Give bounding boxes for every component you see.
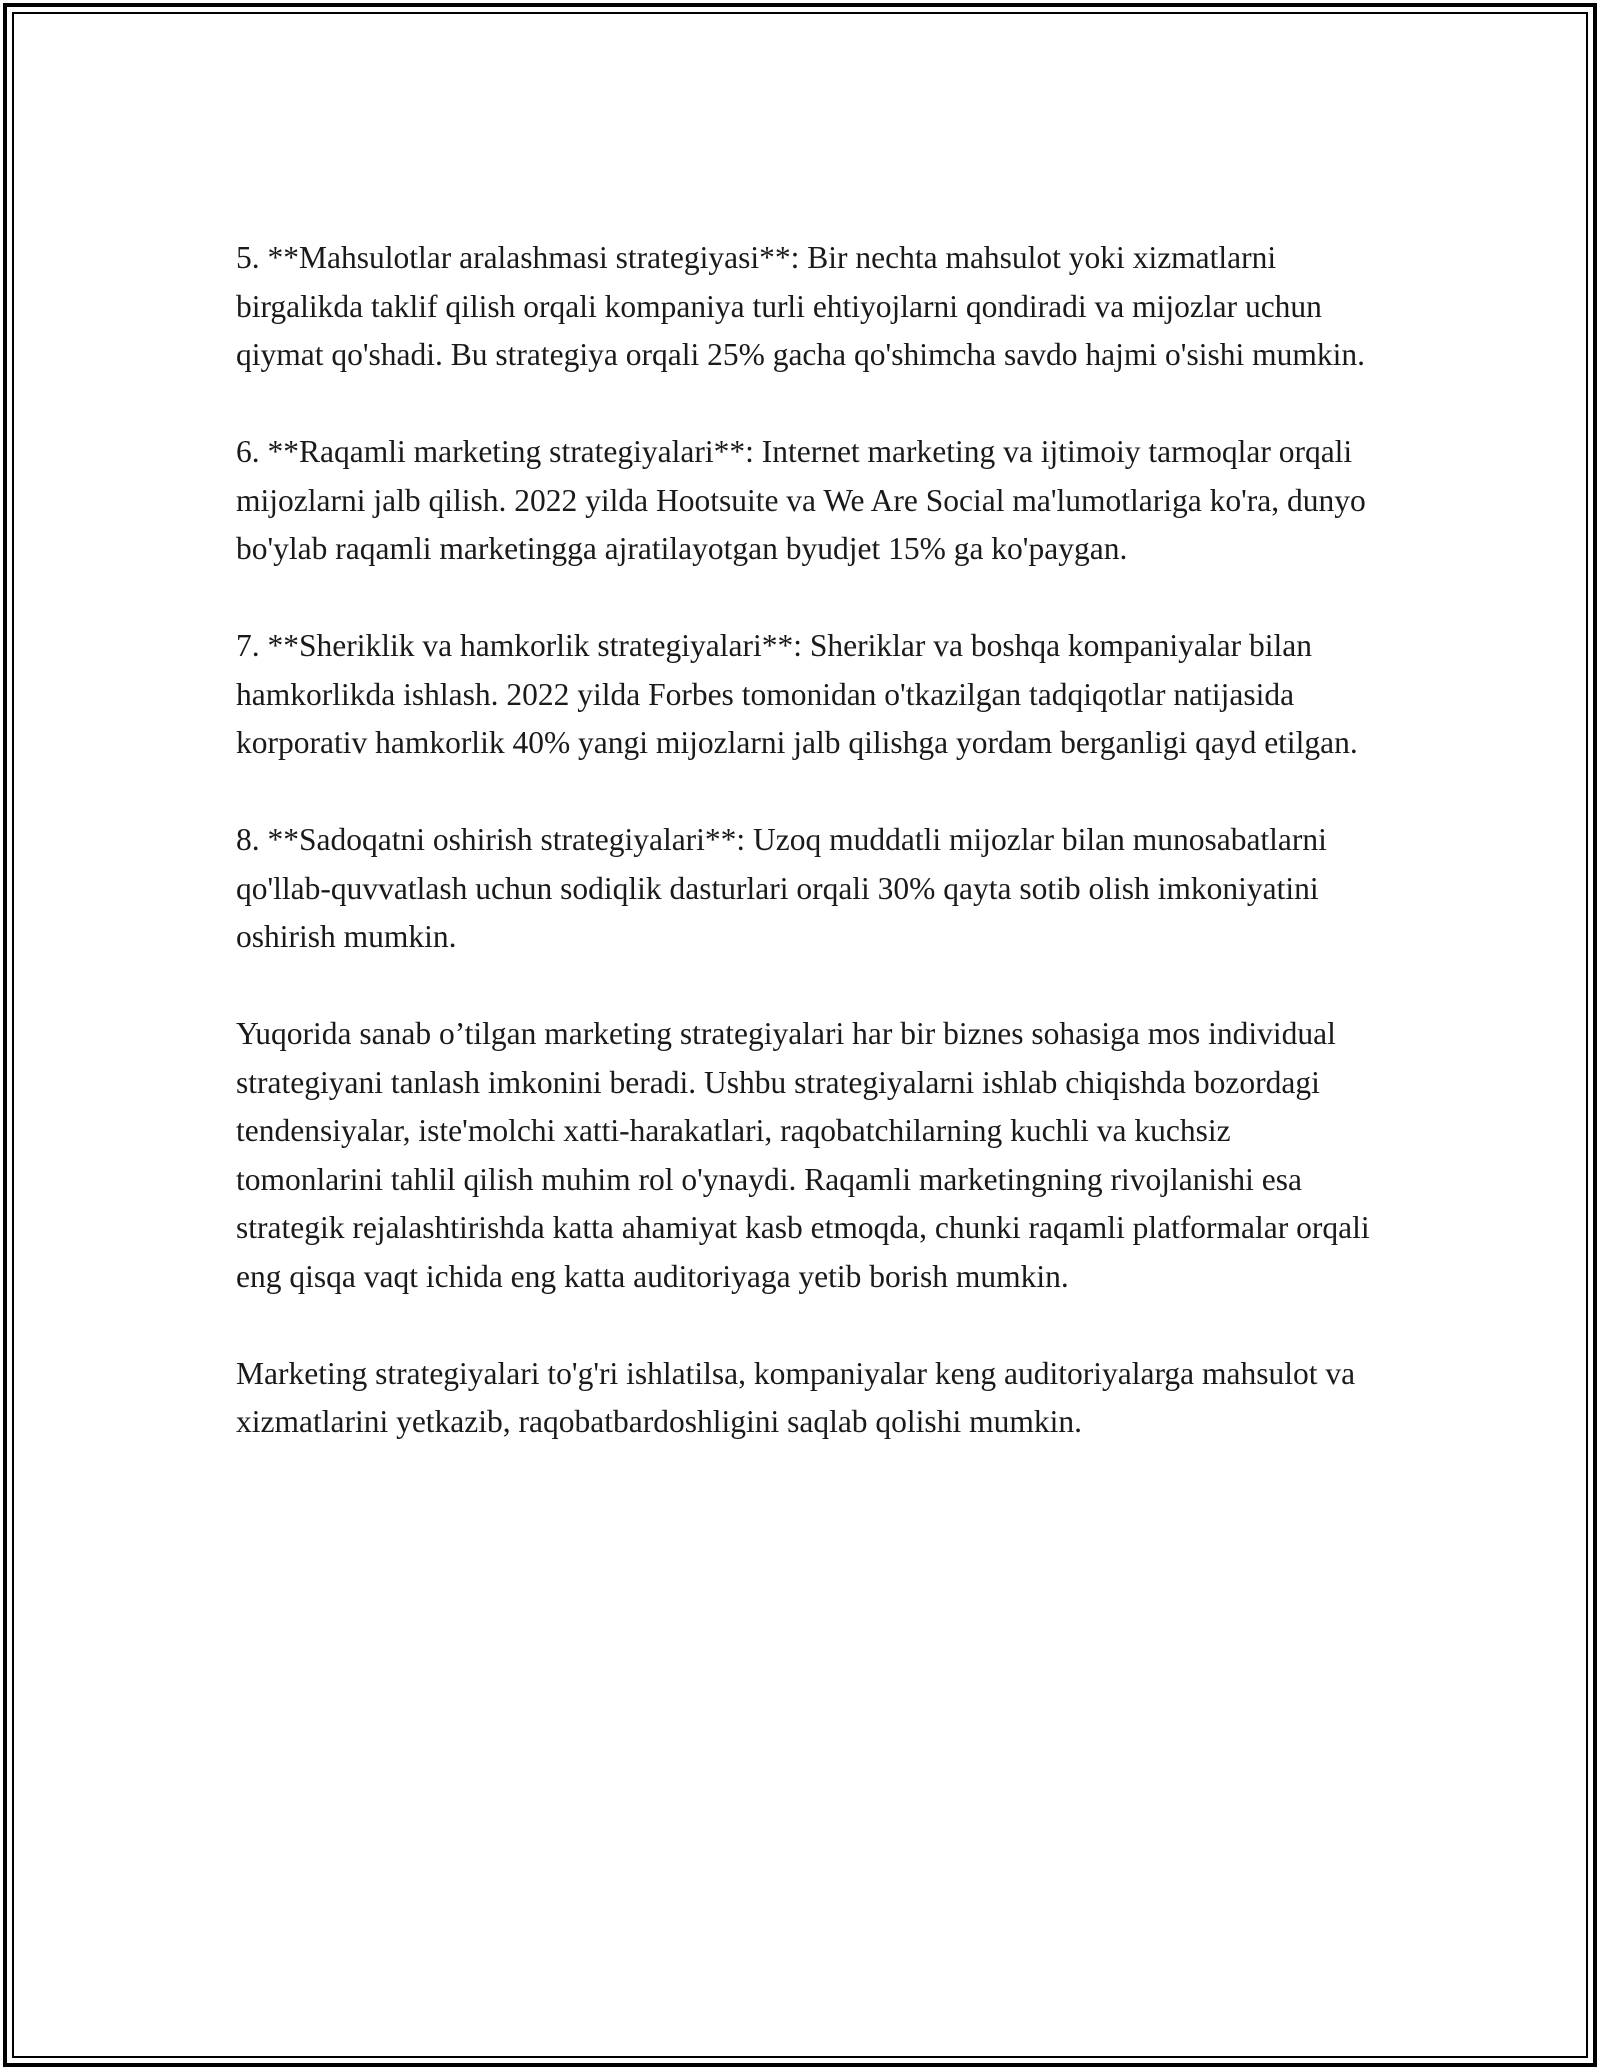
paragraph-strategy-5: 5. **Mahsulotlar aralashmasi strategiyasi**: Bir nechta mahsulot yoki xizmatlarni birgalikda taklif qilish orqali kompaniya turli ehtiyojlarni qondiradi va mijozlar uchun qiymat qo'shadi. Bu strategiya orqali 25% gacha qo'shimcha savdo hajmi o'sishi mumkin. — [236, 240, 1365, 372]
paragraph-strategy-6: 6. **Raqamli marketing strategiyalari**: Internet marketing va ijtimoiy tarmoqlar orqali mijozlarni jalb qilish. 2022 yilda Hootsuite va We Are Social ma'lumotlariga ko'ra, dunyo bo'ylab raqamli marketingga ajratilayotgan byudjet 15% ga ko'paygan. — [236, 434, 1366, 566]
paragraph-conclusion: Marketing strategiyalari to'g'ri ishlatilsa, kompaniyalar keng auditoriyalarga mahsulot va xizmatlarini yetkazib, raqobatbardoshligini saqlab qolishi mumkin. — [236, 1355, 1356, 1439]
document-body — [236, 234, 1376, 1447]
paragraph-summary: Yuqorida sanab o’tilgan marketing strategiyalari har bir biznes sohasiga mos individual strategiyani tanlash imkonini beradi. Ushbu strategiyalarni ishlab chiqishda bozordagi tendensiyalar, iste'molchi xatti-harakatlari, raqobatchilarning kuchli va kuchsiz tomonlarini tahlil qilish muhim rol o'ynaydi. Raqamli marketingning rivojlanishi esa strategik rejalashtirishda katta ahamiyat kasb etmoqda, chunki raqamli platformalar orqali eng qisqa vaqt ichida eng katta auditoriyaga yetib borish mumkin. — [236, 1016, 1370, 1294]
paragraph-strategy-7: 7. **Sheriklik va hamkorlik strategiyalari**: Sheriklar va boshqa kompaniyalar bilan hamkorlikda ishlash. 2022 yilda Forbes tomonidan o'tkazilgan tadqiqotlar natijasida korporativ hamkorlik 40% yangi mijozlarni jalb qilishga yordam berganligi qayd etilgan. — [236, 628, 1358, 760]
paragraph-strategy-8: 8. **Sadoqatni oshirish strategiyalari**: Uzoq muddatli mijozlar bilan munosabatlarni qo'llab-quvvatlash uchun sodiqlik dasturlari orqali 30% qayta sotib olish imkoniyatini oshirish mumkin. — [236, 822, 1327, 954]
